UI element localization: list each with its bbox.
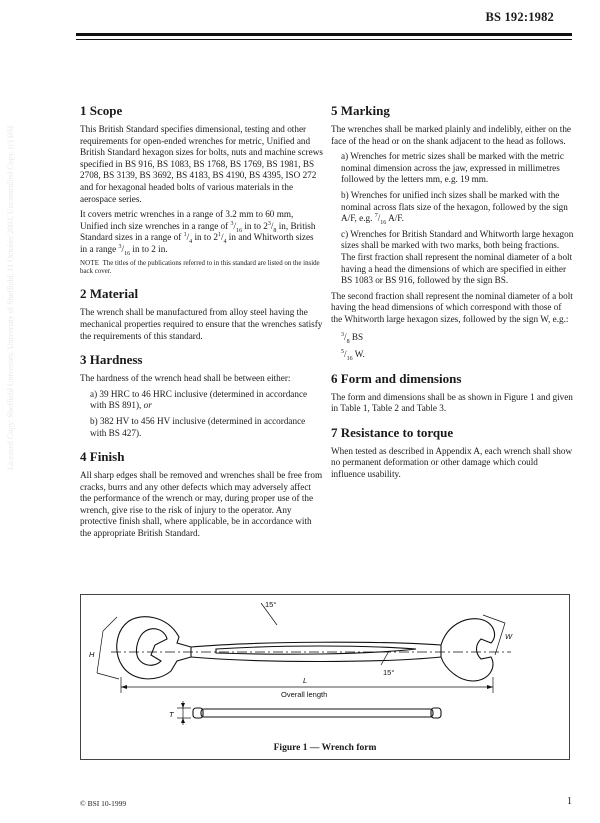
h-label: H	[89, 650, 95, 659]
torque-heading: 7 Resistance to torque	[331, 424, 454, 440]
form-paragraph: The form and dimensions shall be as shown in Figure 1 and given in Table 1, Table 2 and Table 3.	[331, 391, 573, 414]
standard-number: BS 192:1982	[485, 10, 554, 24]
marking-item-a: a) Wrenches for metric sizes shall be marked with the metric nominal dimension across the jaw, expressed in millimetres followed by the letters mm, e.g. 19 mm.	[341, 151, 564, 185]
side-view-shank	[201, 709, 433, 717]
page-number: 1	[567, 796, 572, 807]
marking-item-b: b) Wrenches for unified inch sizes shall be marked with the nominal across flats size of the hexagon, followed by the sign A/F, e.g. $^7/_{16}$ A/F.	[341, 189, 568, 226]
hardness-heading: 3 Hardness	[80, 352, 143, 368]
w-label: W	[505, 632, 513, 641]
marking-example-w: $^5/_{16}$ W.	[341, 349, 365, 362]
material-heading: 2 Material	[80, 286, 139, 302]
l-label: L	[303, 676, 308, 685]
h-dimension-line	[97, 631, 103, 673]
marking-paragraph-2: The second fraction shall represent the nominal diameter of a bolt having the head dimensions of which correspond with those of the Whitworth large hexagon sizes, followed by the sign W, e.g.:	[331, 290, 573, 324]
section-scope	[80, 104, 323, 276]
marking-example-bs: $^3/_8$ BS	[341, 331, 364, 345]
section-torque	[331, 426, 574, 481]
marking-heading: 5 Marking	[331, 103, 390, 118]
marking-item-c: c) Wrenches for British Standard and Whitworth large hexagon sizes shall be marked with two marks, both being fractions. The first fraction shall represent the nominal diameter of a bolt having a head the dimensions of which are specified in either BS 1083 or BS 916, followed by the sign BS.	[341, 228, 574, 286]
material-paragraph: The wrench shall be manufactured from alloy steel having the mechanical properties required to ensure that the wrenches satisfy the requirements of this standard.	[80, 307, 323, 341]
w-dimension-line	[495, 623, 505, 655]
shank-groove	[216, 646, 416, 654]
shank-bottom-edge	[191, 657, 441, 662]
hardness-item-a: a) 39 HRC to 46 HRC inclusive (determined in accordance with BS 891), or	[90, 388, 308, 411]
section-material	[80, 287, 323, 342]
right-wrench-head	[441, 619, 495, 681]
left-column	[80, 104, 323, 551]
header-rule-thin	[76, 39, 572, 40]
section-form	[331, 372, 574, 415]
scope-paragraph-2: It covers metric wrenches in a range of 3.2 mm to 60 mm, Unified inch size wrenches in a range of $^3/_{16}$ in to $2^3/_8$ in, British Standard sizes in a range of $^1/_4$ in to $2^1/_4$ in and Whitworth sizes in a range $^3/_{16}$ in to 2 in.	[80, 209, 316, 257]
header-rule-thick	[76, 33, 572, 36]
scope-paragraph-1: This British Standard specifies dimensional, testing and other requirements for open-ended wrenches for metric, Unified and British Standard hexagon sizes for bolts, nuts and machine screws specified in BS 916, BS 1083, BS 1768, BS 1769, BS 1981, BS 2708, BS 3139, BS 3692, BS 4183, BS 4190, BS 4395, ISO 272 and for hexagonal headed bolts of various materials in the aerospace series.	[80, 124, 323, 204]
left-jaw-opening	[136, 629, 167, 666]
angle-bottom-leader	[381, 651, 389, 665]
section-hardness	[80, 353, 323, 439]
scope-note: NOTE The titles of the publications referred to in this standard are listed on the inside back cover.	[80, 259, 320, 275]
finish-paragraph: All sharp edges shall be removed and wrenches shall be free from cracks, burrs and any other defects which may adversely affect the performance of the wrench or may, during proper use of the wrench, give rise to the risk of injury to the operator. Any protective finish shall, where applicable, be in accordance with the appropriate British Standard.	[80, 470, 323, 539]
figure-1	[80, 594, 570, 760]
torque-paragraph: When tested as described in Appendix A, each wrench shall show no permanent deformation or other damage which could influence usability.	[331, 445, 573, 480]
section-marking	[331, 104, 574, 361]
right-column	[331, 104, 574, 492]
angle-top-label: 15°	[265, 600, 277, 609]
hardness-paragraph: The hardness of the wrench head shall be between either:	[80, 373, 291, 384]
side-watermark: Licensed Copy: Sheffield University, University of Sheffield, 11 October 2003, Uncontrolled Copy, (c) BSI	[6, 125, 15, 470]
form-heading: 6 Form and dimensions	[331, 370, 462, 386]
wrench-drawing	[81, 595, 571, 761]
t-label: T	[169, 710, 174, 719]
footer-copyright: © BSI 10-1999	[80, 799, 127, 808]
angle-bottom-label: 15°	[383, 668, 395, 677]
scope-heading: 1 Scope	[80, 103, 123, 118]
finish-heading: 4 Finish	[80, 449, 125, 465]
hardness-item-b: b) 382 HV to 456 HV inclusive (determined in accordance with BS 427).	[90, 415, 306, 438]
overall-length-label: Overall length	[281, 690, 328, 699]
marking-paragraph-1: The wrenches shall be marked plainly and indelibly, either on the face of the head or on the shank adjacent to the head as follows.	[331, 124, 571, 146]
figure-caption: Figure 1 — Wrench form	[273, 743, 377, 753]
section-finish	[80, 450, 323, 540]
